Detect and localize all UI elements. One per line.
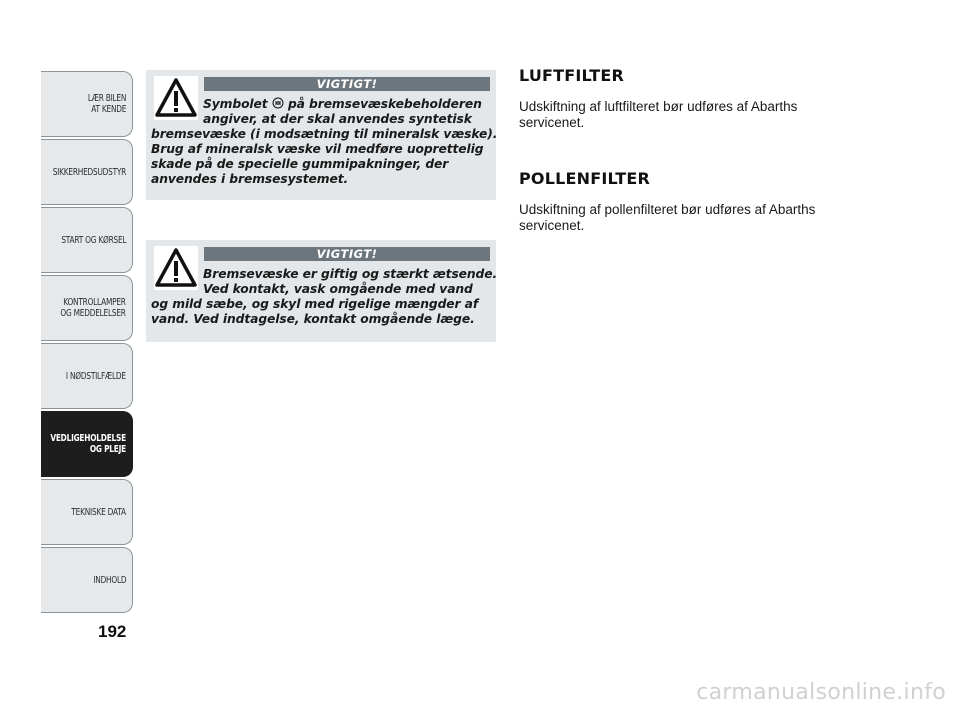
warning-text-line: angiver, at der skal anvendes syntetisk: [203, 112, 472, 126]
tab-label: LÆR BILEN AT KENDE: [87, 93, 126, 115]
watermark: carmanualsonline.info: [696, 680, 946, 705]
warning-box-brake-fluid-toxic: [146, 240, 496, 342]
warning-box-brake-fluid-type: [146, 70, 496, 200]
warning-header: VIGTIGT!: [204, 77, 490, 91]
content-column: [519, 66, 859, 234]
tab-label: TEKNISKE DATA: [71, 506, 126, 518]
warning-text-line: vand. Ved indtagelse, kontakt omgående læge.: [151, 312, 475, 326]
paragraph-line: servicenet.: [519, 115, 585, 130]
section-text-luftfilter: [519, 99, 859, 131]
warning-text: [151, 97, 498, 187]
warning-text-line: bremsevæske (i modsætning til mineralsk væske).: [151, 127, 498, 141]
tab-indhold[interactable]: [41, 547, 133, 613]
tab-i-nodstilfaelde[interactable]: [41, 343, 133, 409]
paragraph-line: Udskiftning af pollenfilteret bør udføres af Abarths: [519, 202, 816, 217]
warning-text-line: Symbolet: [203, 97, 272, 111]
tab-label: KONTROLLAMPER OG MEDDELELSER: [60, 297, 126, 319]
section-title-pollenfilter: POLLENFILTER: [519, 169, 651, 188]
chapter-tabs: [41, 71, 133, 615]
warning-text-line: Ved kontakt, vask omgående med vand: [203, 282, 473, 296]
tab-label: INDHOLD: [92, 574, 126, 586]
warning-text-line: Bremsevæske er giftig og stærkt ætsende.: [203, 267, 498, 281]
tab-kontrollamper[interactable]: [41, 275, 133, 341]
warning-text-line: og mild sæbe, og skyl med rigelige mængder af: [151, 297, 479, 311]
tab-sikkerhedsudstyr[interactable]: [41, 139, 133, 205]
warning-text-line: på bremsevæskebeholderen: [283, 97, 482, 111]
warning-text: [151, 267, 498, 327]
section-text-pollenfilter: [519, 202, 859, 234]
tab-label: VEDLIGEHOLDELSE OG PLEJE: [50, 433, 126, 455]
tab-label: I NØDSTILFÆLDE: [66, 370, 126, 382]
paragraph-line: Udskiftning af luftfilteret bør udføres af Abarths: [519, 99, 798, 114]
warning-text-line: skade på de specielle gummipakninger, der: [151, 157, 449, 171]
page-number: 192: [98, 622, 127, 641]
section-title-luftfilter: LUFTFILTER: [519, 66, 625, 85]
tab-start-og-korsel[interactable]: [41, 207, 133, 273]
paragraph-line: servicenet.: [519, 218, 585, 233]
tab-laer-bilen[interactable]: [41, 71, 133, 137]
warning-header: VIGTIGT!: [204, 247, 490, 261]
tab-label: SIKKERHEDSUDSTYR: [52, 166, 126, 178]
warning-text-line: Brug af mineralsk væske vil medføre uoprettelig: [151, 142, 484, 156]
tab-vedligeholdelse[interactable]: [41, 411, 133, 477]
warning-text-line: anvendes i bremsesystemet.: [151, 172, 349, 186]
tab-tekniske-data[interactable]: [41, 479, 133, 545]
synthetic-fluid-icon: [272, 97, 284, 109]
tab-label: START OG KØRSEL: [61, 234, 126, 246]
